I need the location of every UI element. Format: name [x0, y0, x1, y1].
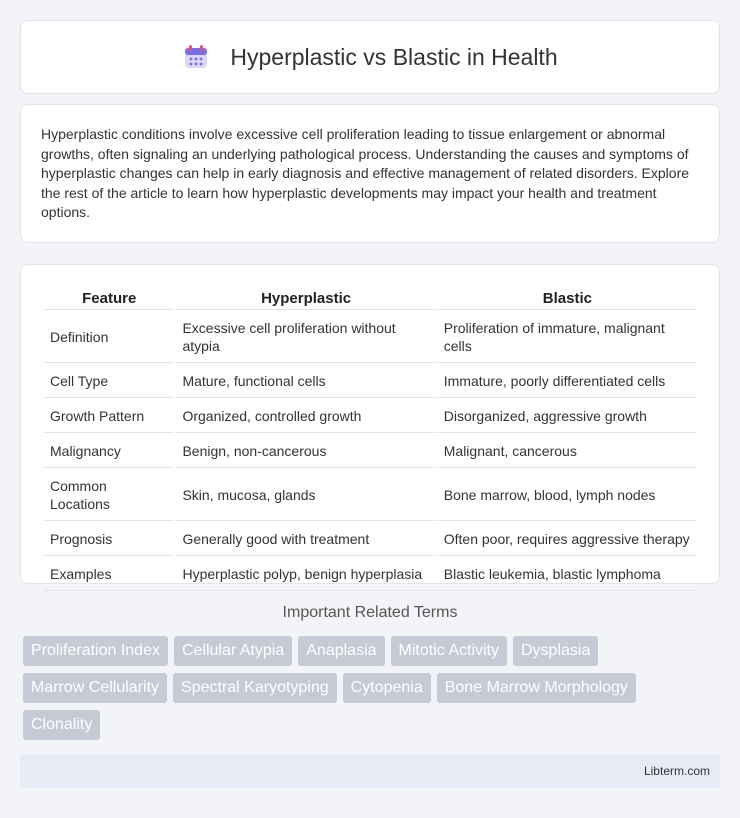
tag-bone-marrow-morphology[interactable]: Bone Marrow Morphology [437, 673, 636, 703]
cell-feature: Common Locations [44, 470, 174, 521]
table-row [44, 435, 697, 468]
table-row [44, 365, 697, 398]
cell-hyperplastic: Mature, functional cells [176, 365, 435, 398]
page-title: Hyperplastic vs Blastic in Health [230, 43, 558, 70]
cell-feature: Cell Type [44, 365, 174, 398]
cell-hyperplastic: Hyperplastic polyp, benign hyperplasia [176, 558, 435, 591]
tag-clonality[interactable]: Clonality [23, 710, 100, 740]
comparison-card [20, 264, 720, 584]
cell-hyperplastic: Organized, controlled growth [176, 400, 435, 433]
table-row [44, 470, 697, 521]
cell-blastic: Proliferation of immature, malignant cells [438, 312, 697, 363]
comparison-table [42, 285, 699, 593]
header-feature: Feature [44, 287, 174, 310]
tag-dysplasia[interactable]: Dysplasia [513, 636, 598, 666]
table-row [44, 558, 697, 591]
cell-feature: Examples [44, 558, 174, 591]
cell-blastic: Disorganized, aggressive growth [438, 400, 697, 433]
table-header-row [44, 287, 697, 310]
cell-blastic: Blastic leukemia, blastic lymphoma [438, 558, 697, 591]
cell-feature: Prognosis [44, 523, 174, 556]
tag-marrow-cellularity[interactable]: Marrow Cellularity [23, 673, 167, 703]
intro-card [20, 104, 720, 243]
tag-anaplasia[interactable]: Anaplasia [298, 636, 384, 666]
footer [20, 754, 720, 788]
cell-blastic: Immature, poorly differentiated cells [438, 365, 697, 398]
cell-hyperplastic: Generally good with treatment [176, 523, 435, 556]
table-row [44, 312, 697, 363]
cell-blastic: Malignant, cancerous [438, 435, 697, 468]
related-terms-title: Important Related Terms [282, 604, 458, 621]
footer-site-link[interactable]: Libterm.com [643, 764, 710, 778]
tag-spectral-karyotyping[interactable]: Spectral Karyotyping [173, 673, 337, 703]
tag-cytopenia[interactable]: Cytopenia [343, 673, 431, 703]
tag-cellular-atypia[interactable]: Cellular Atypia [174, 636, 292, 666]
cell-feature: Growth Pattern [44, 400, 174, 433]
cell-feature: Definition [44, 312, 174, 363]
table-row [44, 400, 697, 433]
header-blastic: Blastic [438, 287, 697, 310]
intro-text: Hyperplastic conditions involve excessive cell proliferation leading to tissue enlargement or abnormal growths, often signaling an underlying pathological process. Understanding the causes and symptoms of hyperplastic changes can help in early diagnosis and effective management of related disorders. Explore the rest of the article to learn how hyperplastic developments may impact your health and treatment options. [41, 126, 690, 221]
cell-hyperplastic: Skin, mucosa, glands [176, 470, 435, 521]
table-row [44, 523, 697, 556]
cell-blastic: Often poor, requires aggressive therapy [438, 523, 697, 556]
cell-hyperplastic: Benign, non-cancerous [176, 435, 435, 468]
tag-proliferation-index[interactable]: Proliferation Index [23, 636, 168, 666]
header-hyperplastic: Hyperplastic [176, 287, 435, 310]
title-card [20, 20, 720, 94]
calendar-icon [182, 43, 210, 71]
related-terms-list [23, 636, 723, 747]
cell-feature: Malignancy [44, 435, 174, 468]
tag-mitotic-activity[interactable]: Mitotic Activity [391, 636, 507, 666]
cell-hyperplastic: Excessive cell proliferation without atypia [176, 312, 435, 363]
cell-blastic: Bone marrow, blood, lymph nodes [438, 470, 697, 521]
